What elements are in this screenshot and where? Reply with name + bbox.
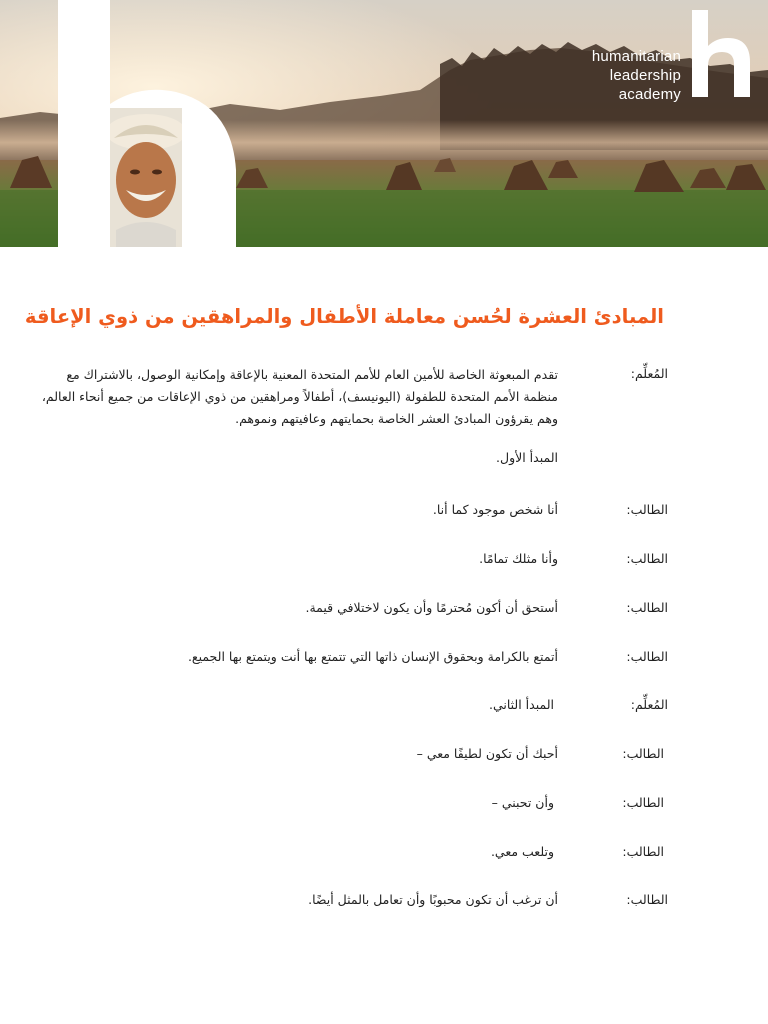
header-banner <box>0 0 768 247</box>
speaker-label: الطالب: <box>622 746 664 761</box>
brand-line-3: academy <box>618 86 681 103</box>
dialogue-row <box>0 551 768 575</box>
principle-row <box>0 450 768 474</box>
dialogue-row <box>0 844 768 868</box>
page-title: المبادئ العشرة لحُسن معاملة الأطفال والمراهقين من ذوي الإعاقة <box>24 305 664 328</box>
farm-field-photo <box>0 0 768 247</box>
dialogue-text: وأنا مثلك تمامًا. <box>479 551 558 566</box>
intro-line-1: تقدم المبعوثة الخاصة للأمين العام للأمم المتحدة المعنية بالإعاقة وإمكانية الوصول، بالاشتراك مع <box>66 367 558 382</box>
dialogue-text: أحبك أن تكون لطيفًا معي – <box>416 746 558 761</box>
speaker-label: الطالب: <box>622 795 664 810</box>
speaker-label: الطالب: <box>626 600 668 615</box>
speaker-label: الطالب: <box>626 502 668 517</box>
intro-speaker: المُعلِّم: <box>630 366 668 381</box>
portrait-photo <box>106 108 186 247</box>
dialogue-text: أنا شخص موجود كما أنا. <box>432 502 558 517</box>
speaker-label: الطالب: <box>622 844 664 859</box>
speaker-label: الطالب: <box>626 649 668 664</box>
dialogue-text: المبدأ الثاني. <box>488 697 554 712</box>
brand-line-1: humanitarian <box>591 48 681 65</box>
dialogue-row <box>0 795 768 819</box>
dialogue-row <box>0 649 768 673</box>
speaker-label: الطالب: <box>626 551 668 566</box>
intro-paragraph <box>38 364 558 430</box>
intro-line-3: وهم يقرؤون المبادئ العشر الخاصة بحمايتهم وعافيتهم ونموهم. <box>235 411 558 426</box>
principle-one-label: المبدأ الأول. <box>496 450 558 465</box>
dialogue-row <box>0 502 768 526</box>
dialogue-row <box>0 746 768 770</box>
brand-wordmark <box>592 47 681 104</box>
dialogue-row <box>0 892 768 916</box>
dialogue-text: أن ترغب أن تكون محبوبًا وأن تعامل بالمثل أيضًا. <box>308 892 558 907</box>
speaker-label: المُعلِّم: <box>630 697 668 712</box>
dialogue-row <box>0 697 768 721</box>
dialogue-text: وتلعب معي. <box>490 844 554 859</box>
brand-line-2: leadership <box>609 67 681 84</box>
dialogue-text: أتمتع بالكرامة وبحقوق الإنسان ذاتها التي تتمتع بها أنت ويتمتع بها الجميع. <box>187 649 558 664</box>
speaker-label: الطالب: <box>626 892 668 907</box>
dialogue-text: وأن تحبني – <box>491 795 554 810</box>
dialogue-row <box>0 600 768 624</box>
dialogue-text: أستحق أن أكون مُحترمًا وأن يكون لاختلافي قيمة. <box>305 600 558 615</box>
intro-line-2: منظمة الأمم المتحدة للطفولة (اليونيسف)، أطفالاً ومراهقين من ذوي الإعاقات من جميع أنحاء العالم، <box>41 389 558 404</box>
